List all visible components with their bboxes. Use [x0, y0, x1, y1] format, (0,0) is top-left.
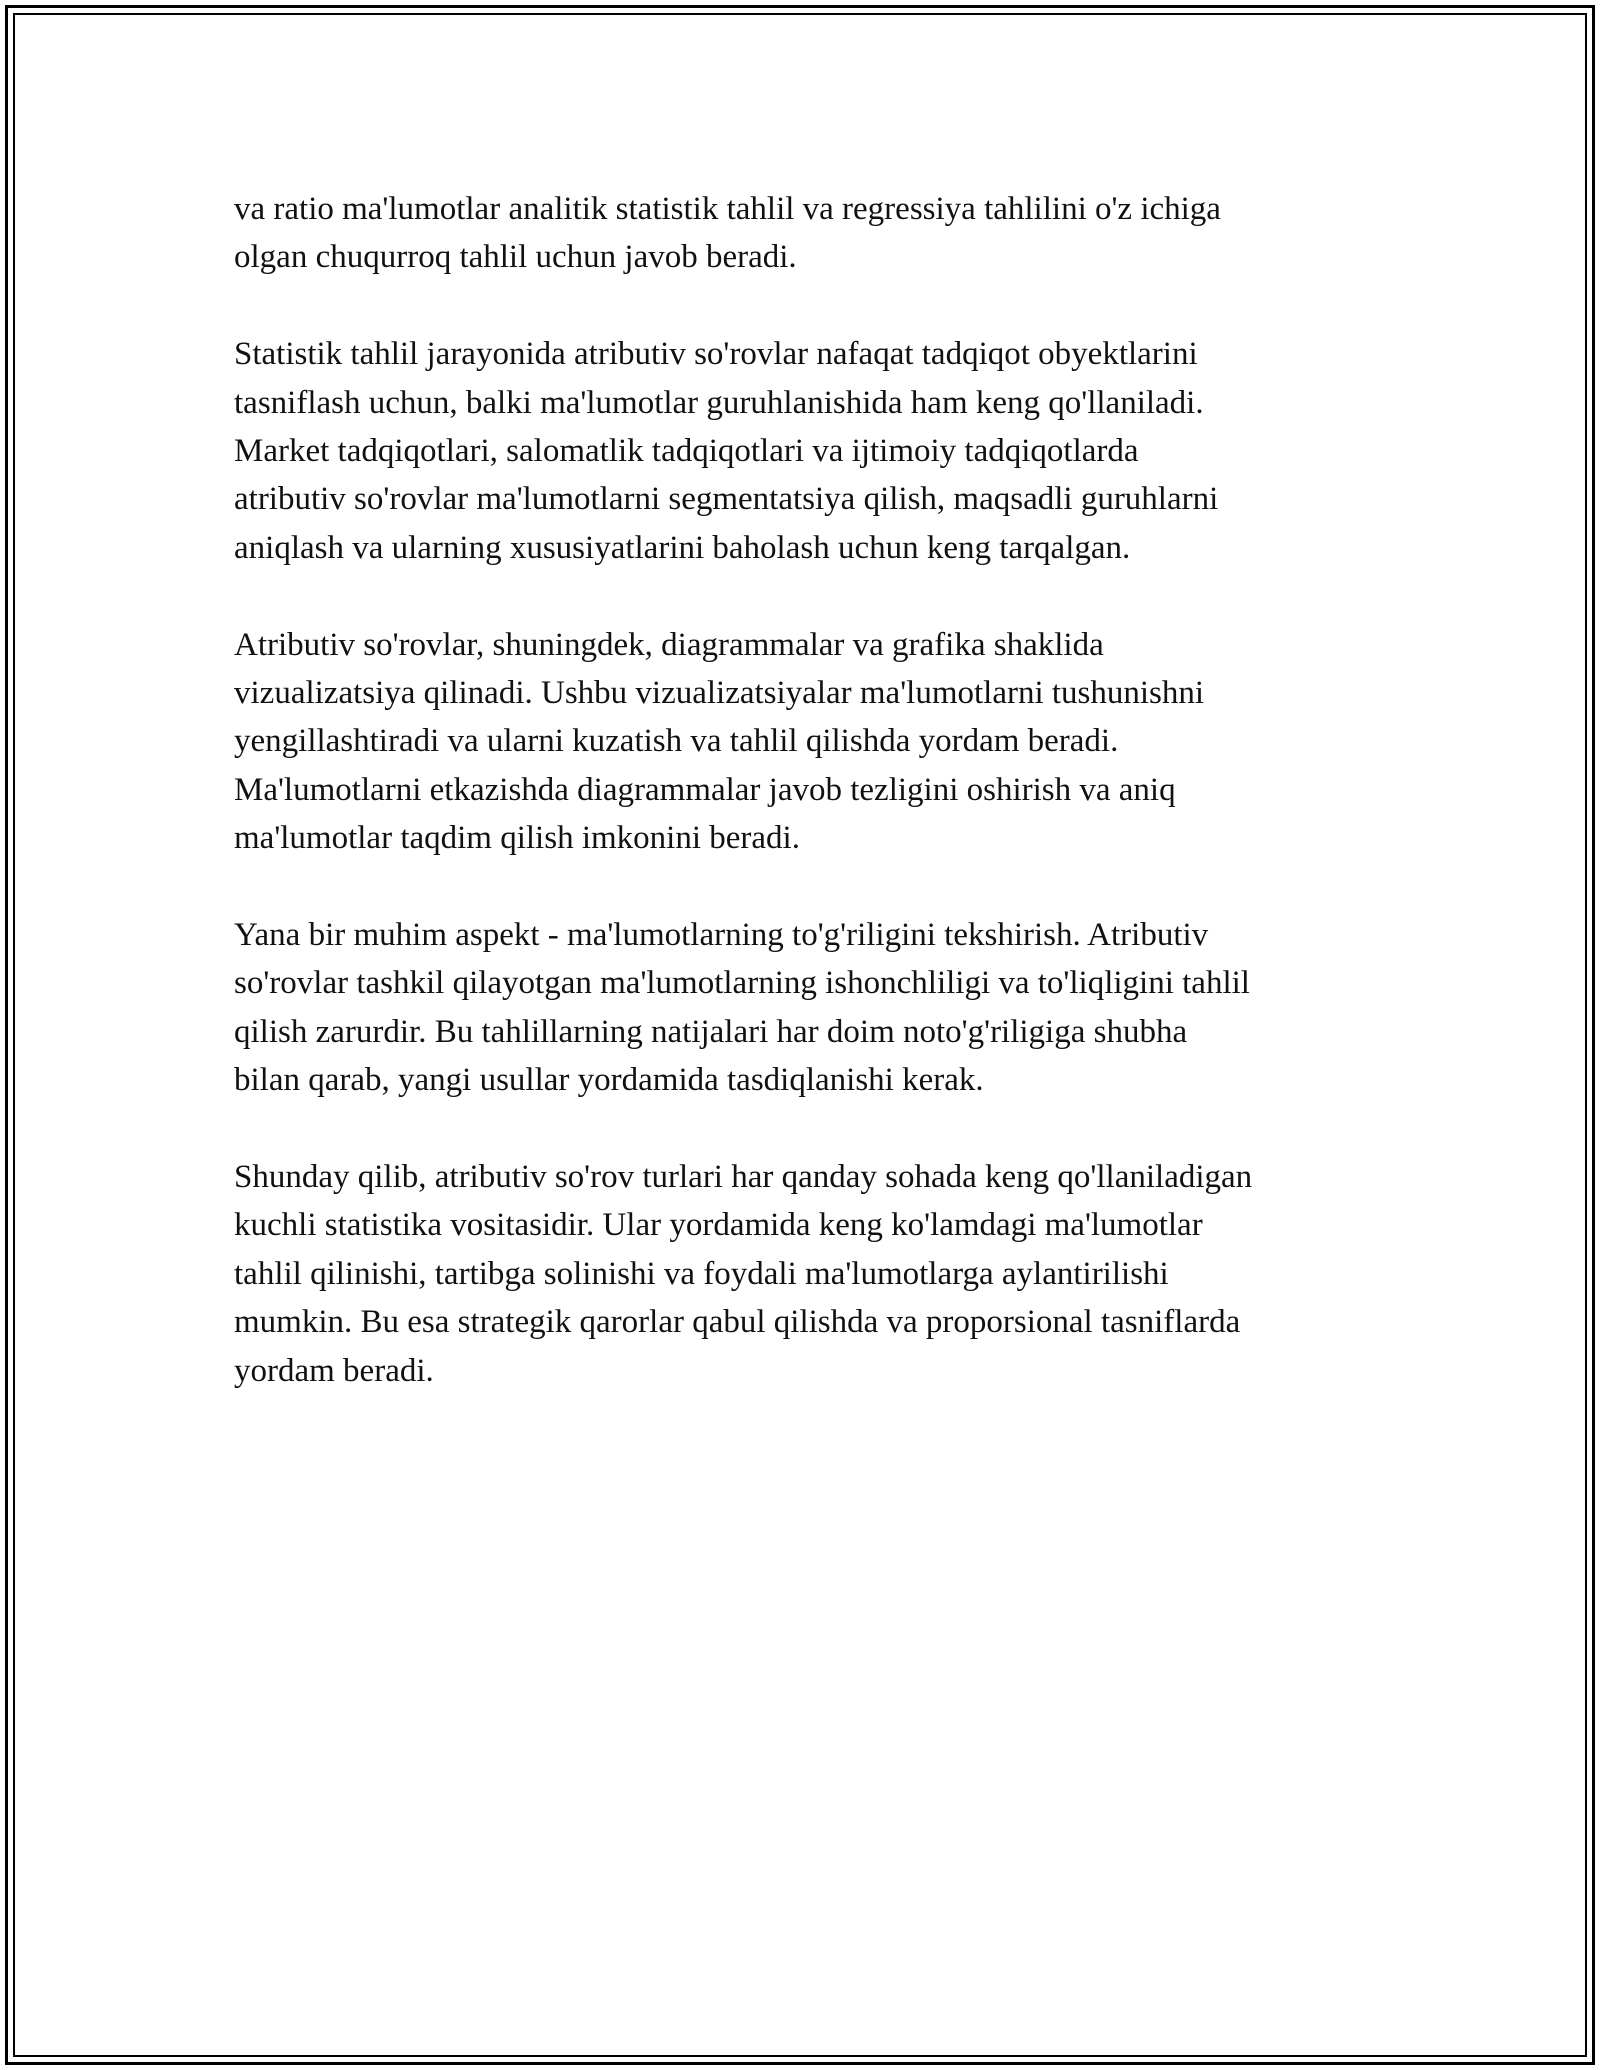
text-line: olgan chuqurroq tahlil uchun javob beradi.: [234, 239, 797, 276]
text-line: so'rovlar tashkil qilayotgan ma'lumotlarning ishonchliligi va to'liqligini tahlil: [234, 965, 1250, 1002]
text-line: bilan qarab, yangi usullar yordamida tasdiqlanishi kerak.: [234, 1062, 984, 1099]
paragraph-5: [234, 1153, 1394, 1395]
text-line: tasniflash uchun, balki ma'lumotlar guruhlanishida ham keng qo'llaniladi.: [234, 384, 1204, 421]
paragraph-4: [234, 911, 1394, 1105]
document-body: [234, 185, 1394, 1443]
paragraph-2: [234, 330, 1394, 572]
text-line: aniqlash va ularning xususiyatlarini baholash uchun keng tarqalgan.: [234, 529, 1131, 566]
text-line: ma'lumotlar taqdim qilish imkonini beradi.: [234, 820, 800, 857]
text-line: vizualizatsiya qilinadi. Ushbu vizualizatsiyalar ma'lumotlarni tushunishni: [234, 675, 1205, 712]
text-line: mumkin. Bu esa strategik qarorlar qabul qilishda va proporsional tasniflarda: [234, 1304, 1241, 1341]
text-line: Statistik tahlil jarayonida atributiv so'rovlar nafaqat tadqiqot obyektlarini: [234, 336, 1198, 373]
text-line: Ma'lumotlarni etkazishda diagrammalar javob tezligini oshirish va aniq: [234, 771, 1176, 808]
text-line: yengillashtiradi va ularni kuzatish va tahlil qilishda yordam beradi.: [234, 723, 1119, 760]
text-line: Market tadqiqotlari, salomatlik tadqiqotlari va ijtimoiy tadqiqotlarda: [234, 433, 1139, 470]
text-line: atributiv so'rovlar ma'lumotlarni segmentatsiya qilish, maqsadli guruhlarni: [234, 481, 1219, 518]
text-line: Atributiv so'rovlar, shuningdek, diagrammalar va grafika shaklida: [234, 626, 1104, 663]
paragraph-1: [234, 185, 1394, 282]
text-line: tahlil qilinishi, tartibga solinishi va foydali ma'lumotlarga aylantirilishi: [234, 1255, 1169, 1292]
text-line: va ratio ma'lumotlar analitik statistik tahlil va regressiya tahlilini o'z ichiga: [234, 191, 1221, 227]
text-line: yordam beradi.: [234, 1352, 434, 1389]
paragraph-3: [234, 621, 1394, 863]
text-line: qilish zarurdir. Bu tahlillarning natijalari har doim noto'g'riligiga shubha: [234, 1013, 1188, 1050]
text-line: kuchli statistika vositasidir. Ular yordamida keng ko'lamdagi ma'lumotlar: [234, 1207, 1203, 1244]
text-line: Yana bir muhim aspekt - ma'lumotlarning to'g'riligini tekshirish. Atributiv: [234, 917, 1209, 954]
text-line: Shunday qilib, atributiv so'rov turlari har qanday sohada keng qo'llaniladigan: [234, 1159, 1253, 1196]
